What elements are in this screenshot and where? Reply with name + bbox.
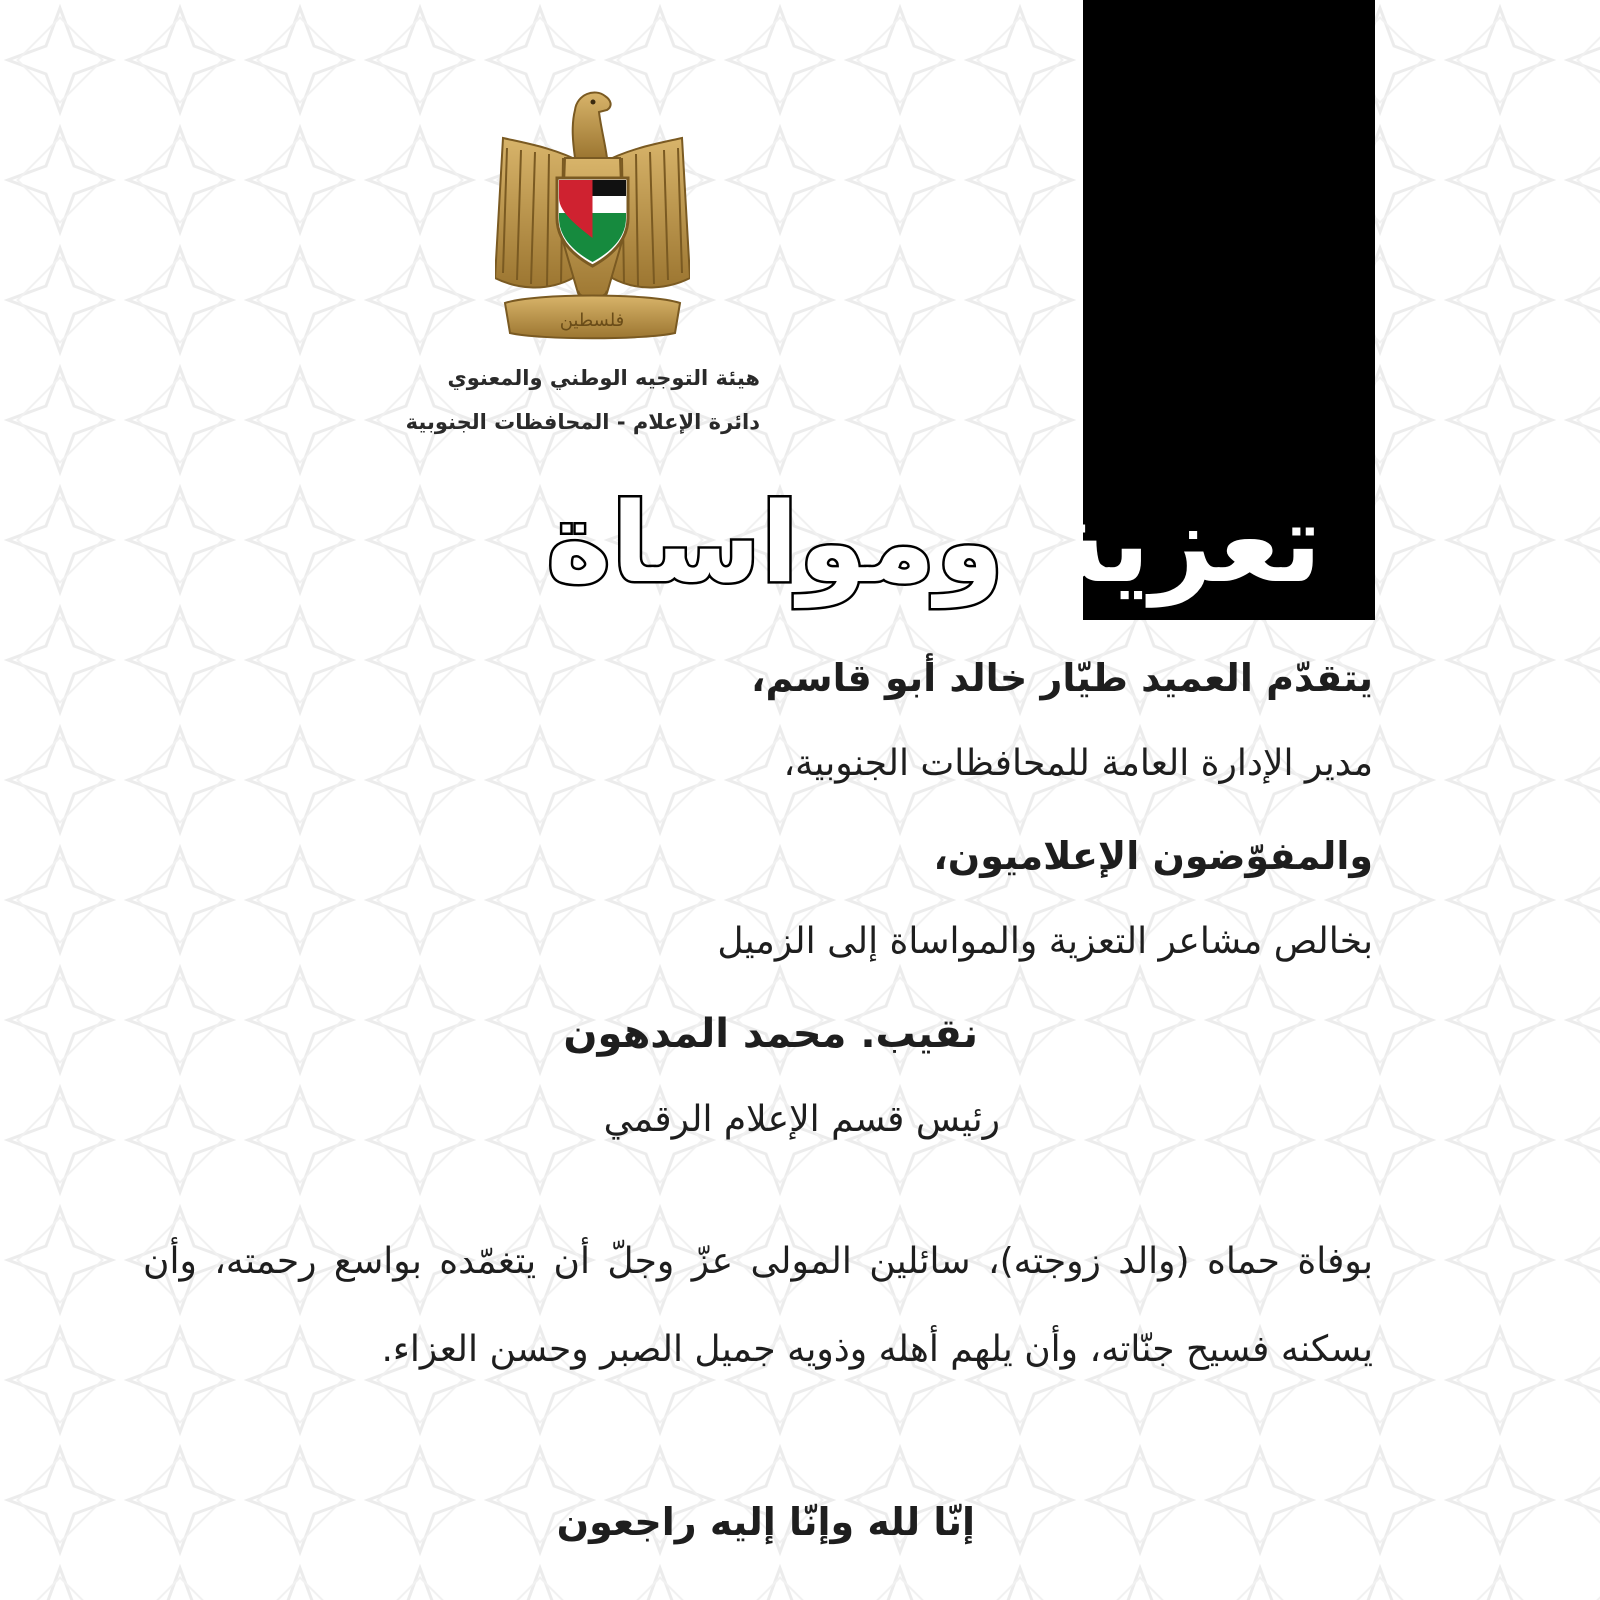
palestine-eagle-emblem	[495, 88, 690, 348]
organization-name: هيئة التوجيه الوطني والمعنوي	[447, 366, 760, 390]
title-word-condolence: تعزية	[1042, 479, 1322, 607]
emblem-label: فلسطين	[559, 310, 625, 331]
closing-verse: إنّا لله وإنّا إليه راجعون	[556, 1500, 975, 1544]
recipient-name: نقيب. محمد المدهون	[563, 1011, 978, 1057]
condolence-message: بوفاة حماه (والد زوجته)، سائلين المولى عزّ وجلّ أن يتغمّده بواسع رحمته، وأن يسكنه فسيح جنّاته، وأن يلهم أهله وذويه جميل الصبر وحسن العزاء.	[143, 1241, 1373, 1370]
intro-line: بخالص مشاعر التعزية والمواساة إلى الزميل	[717, 921, 1373, 962]
page-title	[546, 479, 1322, 607]
co-senders: والمفوّضون الإعلاميون،	[933, 834, 1373, 878]
recipient-title: رئيس قسم الإعلام الرقمي	[603, 1099, 1000, 1140]
department-name: دائرة الإعلام - المحافظات الجنوبية	[405, 410, 760, 434]
title-word-solace: ومواساة	[546, 479, 1004, 607]
sender-title: مدير الإدارة العامة للمحافظات الجنوبية،	[783, 743, 1373, 784]
sender-name: يتقدّم العميد طيّار خالد أبو قاسم،	[751, 656, 1373, 700]
